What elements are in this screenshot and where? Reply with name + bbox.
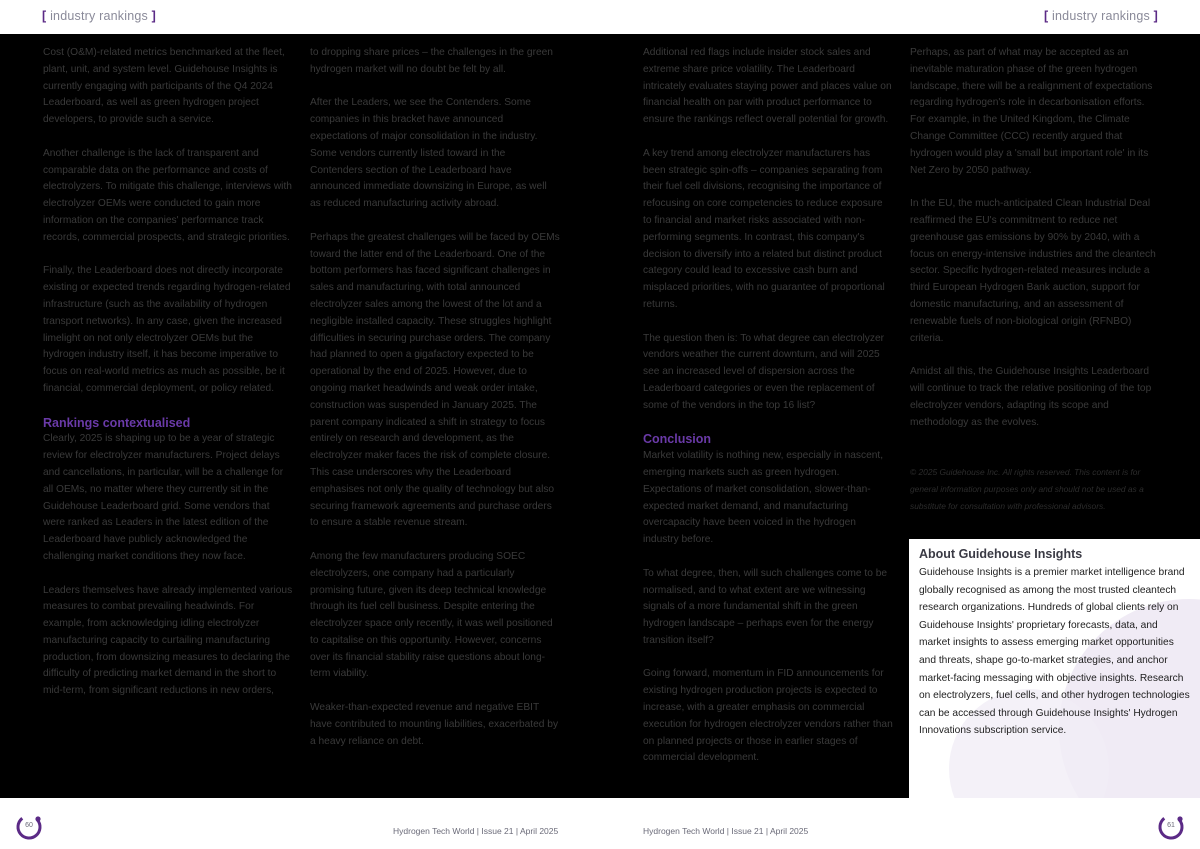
paragraph: After the Leaders, we see the Contenders. Some companies in this bracket have announced expectations of major consolidation in the industry. Some vendors currently listed toward in the Contenders section of the Leaderboard have announced immediate downsizing in Europe, as well as reduced manufacturing activity abroad. [310, 97, 547, 210]
section-tag-label: industry rankings [50, 9, 148, 23]
paragraph: The question then is: To what degree can electrolyzer vendors weather the current downturn, and will 2025 see an increased level of dispersion across the Leaderboard categories or even the replacement of some of the vendors in the top 16 list? [643, 332, 885, 411]
about-box [909, 539, 1200, 798]
paragraph: Among the few manufacturers producing SOEC electrolyzers, one company had a particularly promising future, given its deep technical knowledge through its fuel cell business. Despite entering the electrolyzer space only recently, it was well positioned to capitalise on this opportunity. However, concerns over its financial stability raise questions about long-term viability. [310, 550, 553, 680]
about-body: Guidehouse Insights is a premier market intelligence brand globally recognised as among the most trusted cleantech research organizations. Hundreds of global clients rely on Guidehouse Insights' proprietary forecasts, data, and market insights to assess emerging market opportunities and threats, shape go-to-market strategies, and anchor market-facing messaging with objective insights. Research on electrolyzers, fuel cells, and other hydrogen technologies can be accessed through Guidehouse Insights' Hydrogen Innovations subscription service. [919, 567, 1190, 737]
article-column-3 [643, 45, 893, 784]
bracket-close: ] [151, 9, 157, 23]
about-content [919, 546, 1191, 740]
page-badge-left [14, 812, 44, 842]
bracket-open: [ [1043, 9, 1049, 23]
page-number: 61 [1167, 822, 1175, 829]
article-column-4 [910, 45, 1162, 515]
paragraph: Weaker-than-expected revenue and negative EBIT have contributed to mounting liabilities, exacerbated by a heavy reliance on debt. [310, 702, 559, 747]
about-title: About Guidehouse Insights [919, 547, 1083, 561]
folio-right: Hydrogen Tech World | Issue 21 | April 2025 [643, 826, 809, 836]
paragraph: Leaders themselves have already implemented various measures to combat prevailing headwinds. For example, from acknowledging idling electrolyzer manufacturing capacity to curtailing manufacturing production, from downsizing measures to declaring the difficulty of predicting market demand in the short to mid-term, from significant reductions in new orders, [43, 584, 293, 697]
paragraph: Perhaps, as part of what may be accepted as an inevitable maturation phase of the green hydrogen landscape, there will be a realignment of expectations regarding hydrogen's role in decarbonisation efforts. For example, in the United Kingdom, the Climate Change Committee (CCC) recently argued that hydrogen would play a 'small but important role' in its Net Zero by 2050 pathway. [910, 47, 1153, 176]
section-tag-label: industry rankings [1052, 9, 1150, 23]
paragraph: Clearly, 2025 is shaping up to be a year of strategic review for electrolyzer manufacturers. Project delays and cancellations, in particular, will be a challenge for all OEMs, no matter where they currently sit in the Guidehouse Leaderboard grid. Some vendors that were ranked as Leaders in the latest edition of the Leaderboard have publicly acknowledged the challenging market conditions they now face. [43, 433, 284, 562]
paragraph: Market volatility is nothing new, especially in nascent, emerging markets such as green hydrogen. Expectations of market consolidation, slower-than-expected market demand, and manufacturing overcapacity have been voiced in the hydrogen industry before. [643, 450, 884, 546]
paragraph: Cost (O&M)-related metrics benchmarked at the fleet, plant, unit, and system level. Guidehouse Insights is currently engaging with participants of the Q4 2024 Leaderboard, as well as green hydrogen project developers, to provide such a service. [43, 47, 285, 126]
page-number: 60 [25, 822, 33, 829]
article-column-1 [43, 45, 293, 717]
paragraph: Additional red flags include insider stock sales and extreme share price volatility. The Leaderboard intricately evaluates staying power and places value on financial health on par with product performance to ensure the rankings reflect overall potential for growth. [643, 47, 892, 126]
paragraph: Perhaps the greatest challenges will be faced by OEMs toward the latter end of the Leaderboard. One of the bottom performers has faced significant challenges in sales and manufacturing, with total announced electrolyzer sales among the lowest of the lot and a negligible installed capacity. These struggles highlight difficulties in securing purchase orders. The company had planned to open a gigafactory expected to be operational by the end of 2025. However, due to ongoing market headwinds and weak order intake, construction was suspended in January 2025. The parent company indicated a shift in strategy to focus entirely on research and development, as the electrolyzer maker faces the risk of complete closure. This case underscores why the Leaderboard emphasises not only the quality of technology but also securing framework agreements and purchase orders to ensure a stable revenue stream. [310, 231, 560, 529]
folio-left: Hydrogen Tech World | Issue 21 | April 2025 [393, 826, 559, 836]
top-bar [0, 0, 1200, 34]
paragraph: In the EU, the much-anticipated Clean Industrial Deal reaffirmed the EU's commitment to reduce net greenhouse gas emissions by 90% by 2040, with a focus on energy-intensive industries and the cleantech sector. Specific hydrogen-related measures include a third European Hydrogen Bank auction, support for domestic manufacturing, and an assessment of renewable fuels of non-biological origin (RFNBO) criteria. [910, 198, 1156, 344]
paragraph: to dropping share prices – the challenges in the green hydrogen market will no doubt be felt by all. [310, 47, 553, 75]
paragraph: Going forward, momentum in FID announcements for existing hydrogen production projects is expected to increase, with a greater emphasis on commercial execution for hydrogen electrolyzer vendors rather than on planned projects or those in earlier stages of commercial development. [643, 668, 893, 764]
section-heading: Conclusion [643, 432, 712, 447]
copyright-notice: © 2025 Guidehouse Inc. All rights reserved. This content is for general information purposes only and should not be used as a substitute for consultation with professional advisors. [910, 467, 1144, 512]
section-tag-right [1044, 9, 1158, 23]
section-heading: Rankings contextualised [43, 415, 191, 430]
page-badge-right [1156, 812, 1186, 842]
bracket-open: [ [42, 9, 47, 23]
paragraph: A key trend among electrolyzer manufacturers has been strategic spin-offs – companies separating from their fuel cell divisions, recognising the importance of refocusing on core competencies to reduce exposure to financial and market risks associated with non-performing segments. In contrast, this company's decision to diversify into a related but distinct product category could lead to excessive cash burn and misplaced priorities, with no guarantee of proportional returns. [643, 147, 885, 310]
paragraph: To what degree, then, will such challenges come to be normalised, and to what extent are we witnessing signals of a more fundamental shift in the green hydrogen landscape – perhaps even for the energy transition itself? [643, 567, 888, 646]
article-column-2 [310, 45, 560, 767]
paragraph: Finally, the Leaderboard does not directly incorporate existing or expected trends regarding hydrogen-related infrastructure (such as the availability of hydrogen transport networks). In any case, given the increased limelight on not only electrolyzer OEMs but the hydrogen industry itself, it has become imperative to focus on real-world metrics as much as possible, be it financial, commercial deployment, or policy related. [43, 265, 291, 394]
section-tag-left [42, 9, 156, 23]
paragraph: Amidst all this, the Guidehouse Insights Leaderboard will continue to track the relative positioning of the top electrolyzer vendors, adapting its scope and methodology as the evolves. [910, 366, 1152, 428]
bracket-close: ] [1153, 9, 1158, 23]
footer-bar [0, 798, 1200, 849]
paragraph: Another challenge is the lack of transparent and comparable data on the performance and costs of electrolyzers. To mitigate this challenge, interviews with electrolyzer OEMs were conducted to gain more information on the companies' performance track records, commercial prospects, and strategic priorities. [43, 147, 292, 243]
